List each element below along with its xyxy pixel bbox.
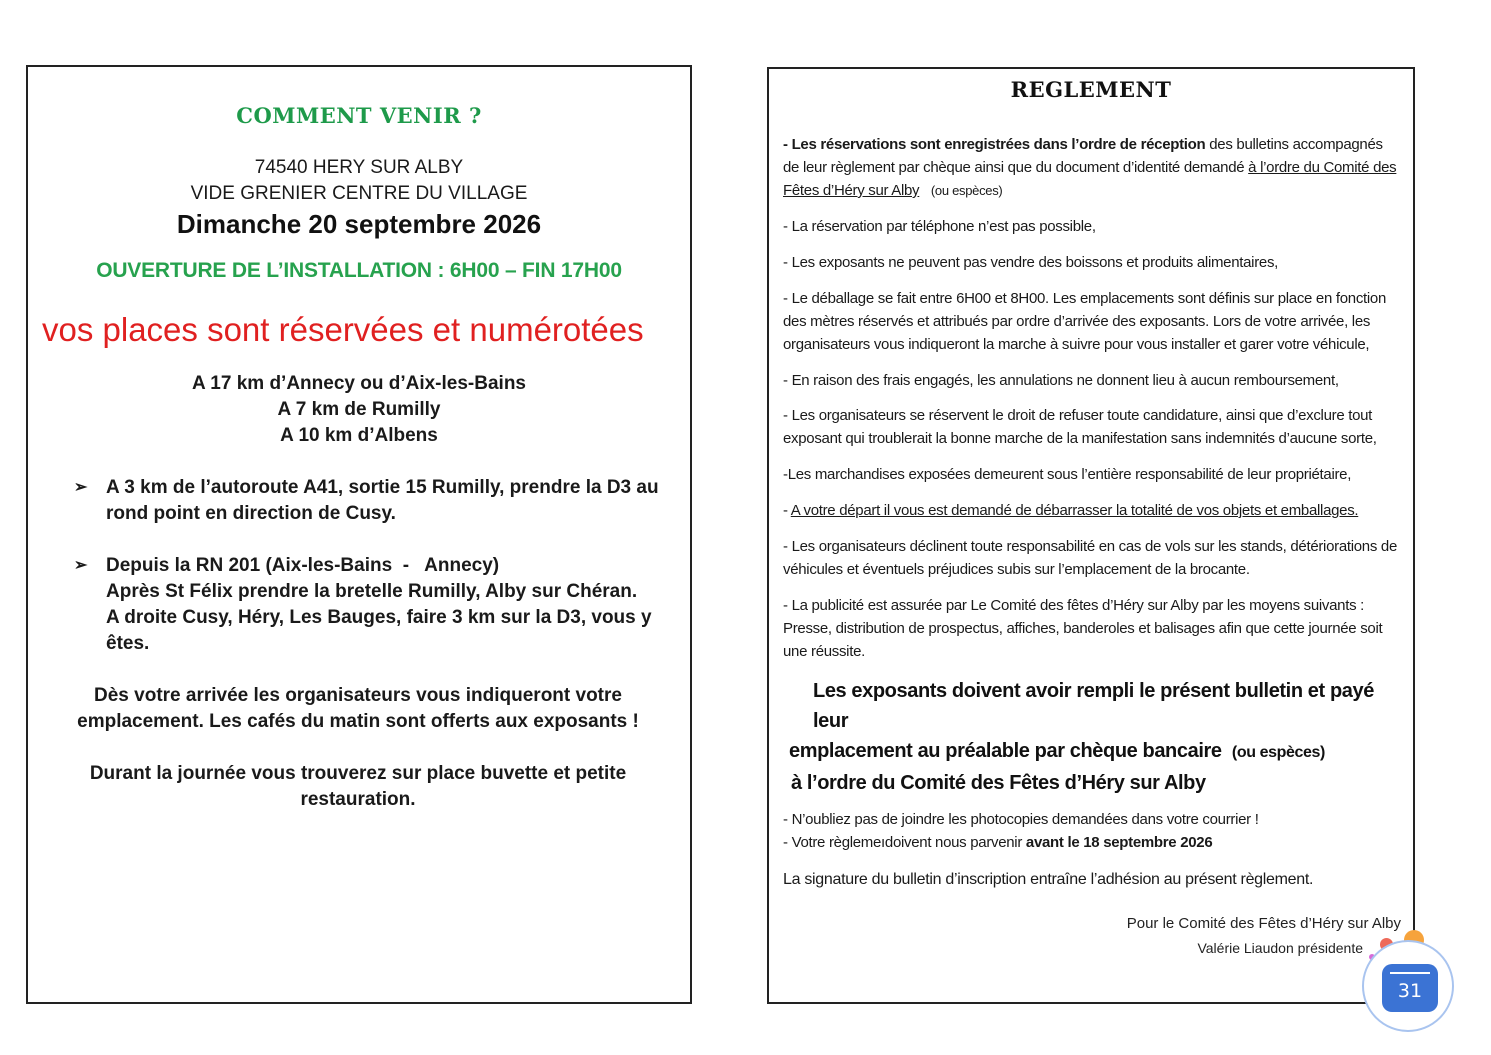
direction-bullet	[74, 475, 674, 527]
left-panel	[26, 65, 692, 1004]
rule-refusal: - Les organisateurs se réservent le droit de refuser toute candidature, ainsi que d’exclure tout exposant qui troublerait la bonne marche de la manifestation sans indemnités d’aucune sorte,	[783, 407, 1377, 447]
rule-publicity: - La publicité est assurée par Le Comité des fêtes d’Héry sur Alby par les moyens suivants : Presse, distribution de prospectus, affiches, banderoles et balisages afin que cette journée soit une réussite.	[783, 597, 1383, 660]
emph-paren: (ou espèces)	[1231, 744, 1325, 761]
rule-underlined-text: A votre départ il vous est demandé de débarrasser la totalité de vos objets et emballages.	[790, 502, 1359, 519]
rule-unpacking: - Le déballage se fait entre 6H00 et 8H00. Les emplacements sont définis sur place en fonction des mètres réservés et attribués par ordre d’arrivée des exposants. Lors de votre arrivée, les organisateurs vous indiqueront la marche à suivre pour vous installer et garer votre véhicule,	[783, 290, 1387, 353]
rule-prefix: -	[783, 502, 791, 519]
opening-hours: OUVERTURE DE L’INSTALLATION : 6H00 – FIN 17H00	[96, 259, 622, 282]
rules-title: REGLEMENT	[1010, 77, 1172, 102]
rule-reservations	[783, 133, 1401, 202]
rule-underlined-text: à l’ordre du Comité des Fêtes d’Héry sur Alby	[783, 159, 1397, 199]
rule-phone: - La réservation par téléphone n’est pas possible,	[783, 218, 1096, 235]
arrow-bullet-icon: ➢	[74, 479, 88, 496]
event-date: Dimanche 20 septembre 2026	[176, 209, 542, 239]
distance-line: A 7 km de Rumilly	[277, 399, 441, 420]
payment-requirement	[789, 676, 1409, 798]
rule-responsibility: -Les marchandises exposées demeurent sous l’entière responsabilité de leur propriétaire,	[783, 466, 1352, 483]
rule-cancellation: - En raison des frais engagés, les annulations ne donnent lieu à aucun remboursement,	[783, 372, 1339, 389]
right-panel	[767, 67, 1415, 1004]
rule-food: - Les exposants ne peuvent pas vendre des boissons et produits alimentaires,	[783, 254, 1279, 271]
emph-line: à l’ordre du Comité des Fêtes d’Héry sur Alby	[791, 772, 1206, 794]
rule-bold-text: - Les réservations sont enregistrées dans l’ordre de réception	[783, 136, 1206, 153]
reserved-notice: vos places sont réservées et numérotées	[42, 311, 644, 348]
arrow-bullet-icon: ➢	[74, 557, 88, 574]
bullet-line: Après St Félix prendre la bretelle Rumilly, Alby sur Chéran.	[106, 581, 638, 602]
bullet-line: A droite Cusy, Héry, Les Bauges, faire 3 km sur la D3, vous y êtes.	[106, 607, 652, 654]
rule-paren: (ou espèces)	[930, 183, 1003, 198]
bullet-line: Depuis la RN 201 (Aix-les-Bains - Annecy)	[106, 555, 500, 576]
emph-line: Les exposants doivent avoir rempli le présent bulletin et payé leur	[813, 680, 1374, 732]
direction-bullet	[74, 553, 674, 657]
bullet-line: rond point en direction de Cusy.	[106, 503, 396, 524]
rule-departure	[783, 499, 1401, 522]
signature-committee: Pour le Comité des Fêtes d’Héry sur Alby	[1126, 915, 1401, 932]
bullet-line: A 3 km de l’autoroute A41, sortie 15 Rumilly, prendre la D3 au	[106, 477, 659, 498]
calendar-widget-button[interactable]	[1362, 940, 1454, 1032]
left-title: COMMENT VENIR ?	[236, 103, 482, 128]
distances	[28, 371, 690, 449]
refreshment-note: Durant la journée vous trouverez sur place buvette et petite restauration.	[89, 763, 627, 810]
rule-liability: - Les organisateurs déclinent toute responsabilité en cas de vols sur les stands, détériorations de véhicules et éventuels préjudices subis sur l’emplacement de la brocante.	[783, 538, 1398, 578]
signature-clause: La signature du bulletin d’inscription entraîne l’adhésion au présent règlement.	[783, 871, 1314, 888]
signature-president: Valérie Liaudon présidente	[1197, 940, 1363, 956]
distance-line: A 17 km d’Annecy ou d’Aix-les-Bains	[192, 373, 526, 394]
reminder-photocopies: - N’oubliez pas de joindre les photocopies demandées dans votre courrier !	[783, 811, 1259, 828]
calendar-icon	[1382, 964, 1438, 1012]
address-line: 74540 HERY SUR ALBY	[254, 157, 464, 178]
calendar-day: 31	[1397, 980, 1423, 1002]
distance-line: A 10 km d’Albens	[280, 425, 438, 446]
emph-line: emplacement au préalable par chèque bancaire	[789, 740, 1222, 762]
address-block	[28, 155, 690, 207]
deadline-text: - Votre règlemeıdoivent nous parvenir	[783, 834, 1026, 851]
arrival-note: Dès votre arrivée les organisateurs vous indiqueront votre emplacement. Les cafés du matin sont offerts aux exposants !	[77, 685, 639, 732]
reminder-deadline	[783, 831, 1401, 854]
event-name: VIDE GRENIER CENTRE DU VILLAGE	[190, 183, 528, 204]
deadline-date: avant le 18 septembre 2026	[1025, 834, 1213, 851]
rule-text: des bulletins accompagnés de leur règlement par chèque ainsi que du document d’identité demandé	[783, 136, 1383, 176]
